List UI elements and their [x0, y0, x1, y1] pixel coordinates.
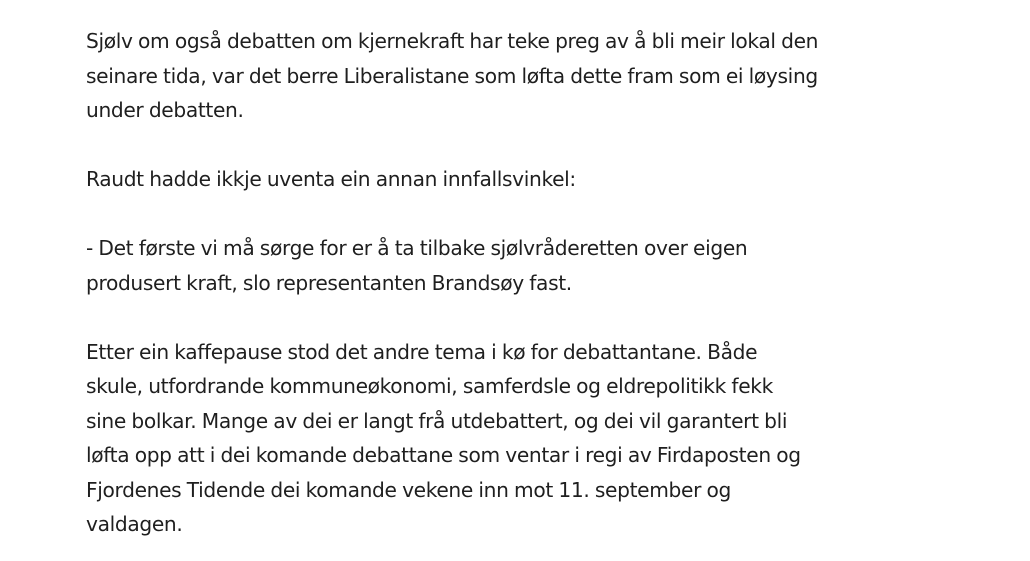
paragraph-after-break — [86, 335, 886, 542]
text-line: Sjølv om også debatten om kjernekraft har teke preg av å bli meir lokal den — [86, 29, 819, 53]
text-line: under debatten. — [86, 98, 244, 122]
text-line: valdagen. — [86, 512, 183, 536]
paragraph-quote — [86, 231, 886, 300]
text-line: sine bolkar. Mange av dei er langt frå utdebattert, og dei vil garantert bli — [86, 408, 788, 433]
text-line: Etter ein kaffepause stod det andre tema i kø for debattantane. Både — [86, 339, 758, 364]
paragraph-nuclear-debate — [86, 24, 886, 128]
text-line: løfta opp att i dei komande debattane som ventar i regi av Firdaposten og — [86, 443, 801, 467]
paragraph-raudt-intro — [86, 162, 886, 197]
text-line: seinare tida, var det berre Liberalistane som løfta dette fram som ei løysing — [86, 63, 818, 88]
text-line: produsert kraft, slo representanten Brandsøy fast. — [86, 270, 572, 295]
text-line: Raudt hadde ikkje uventa ein annan innfallsvinkel: — [86, 167, 576, 191]
text-line: skule, utfordrande kommuneøkonomi, samferdsle og eldrepolitikk fekk — [86, 374, 773, 398]
text-line: Fjordenes Tidende dei komande vekene inn mot 11. september og — [86, 477, 731, 502]
article-body — [86, 24, 886, 542]
text-line: - Det første vi må sørge for er å ta tilbake sjølvråderetten over eigen — [86, 236, 748, 260]
